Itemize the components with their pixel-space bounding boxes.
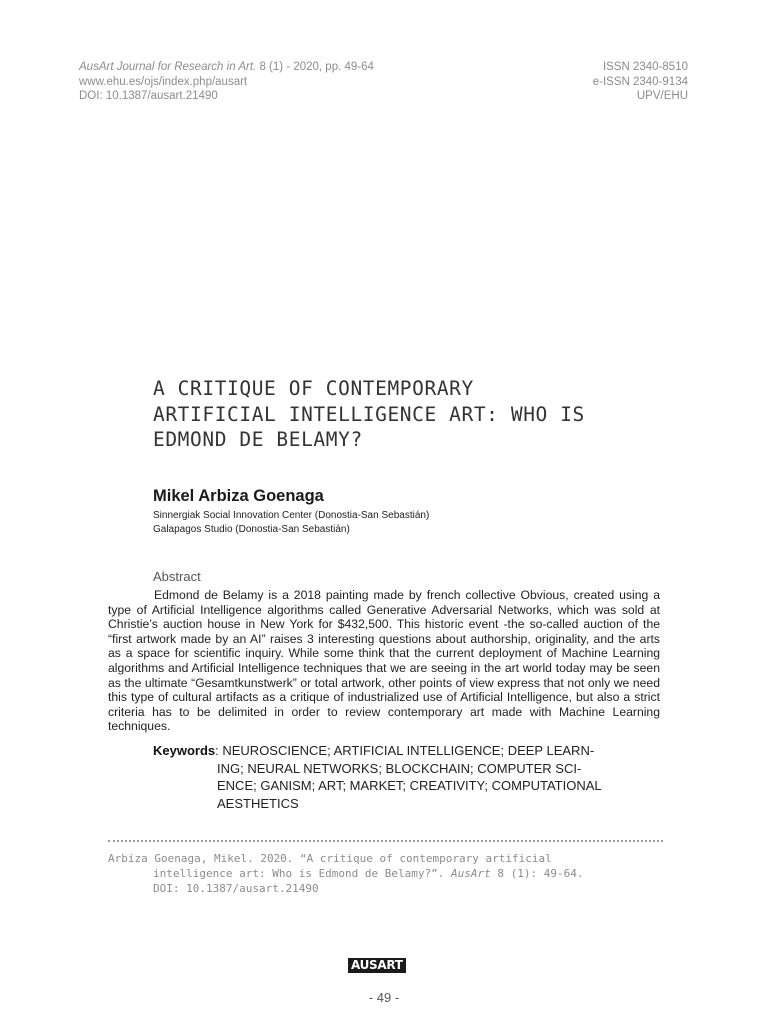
keywords-text-4: AESTHETICS: [217, 795, 299, 811]
keywords-text-2: ING; NEURAL NETWORKS; BLOCKCHAIN; COMPUTER SCI-: [217, 760, 582, 776]
title-line-1: A CRITIQUE OF CONTEMPORARY: [153, 377, 474, 400]
abstract-text: Edmond de Belamy is a 2018 painting made by french collective Obvious, created using a type of Artificial Intelligence algorithms called Generative Adversarial Networks, which was sold at Christie’s auction house in New York for $432,500. This historic event -the so-called auction of the “first artwork made by an AI” raises 3 interesting questions about authorship, originality, and the arts as a space for scientific inquiry. While some think that the current deployment of Machine Learning algorithms and Artificial Intelligence techniques that we are seeing in the art world today may be seen as the ultimate “Gesamtkunstwerk” or total artwork, other points of view express that not only we need this type of cultural artifacts as a critique of industrialized use of Artificial Intelligence, but also a strict criteria has to be delimited in order to review contemporary art made with Machine Learning techniques.: [108, 588, 660, 734]
ausart-logo: AUSART: [348, 958, 406, 973]
author-name: Mikel Arbiza Goenaga: [153, 487, 324, 505]
keywords-text-1: : NEUROSCIENCE; ARTIFICIAL INTELLIGENCE; DEEP LEARN-: [215, 743, 595, 758]
citation-doi[interactable]: DOI: 10.1387/ausart.21490: [153, 882, 319, 895]
keywords-line-1: [153, 742, 661, 760]
journal-issue: 8 (1) - 2020, pp. 49-64: [256, 61, 374, 73]
author-affiliation-1: Sinnergiak Social Innovation Center (Donostia-San Sebastián): [153, 510, 430, 521]
page-number: - 49 -: [368, 990, 400, 1005]
citation-issue: 8 (1): 49-64.: [490, 867, 584, 880]
journal-doi: DOI: 10.1387/ausart.21490: [79, 90, 218, 102]
author-affiliation-2: Galapagos Studio (Donostia-San Sebastián): [153, 524, 350, 535]
issn-block: [593, 60, 688, 104]
journal-citation-line: [79, 60, 374, 75]
citation-divider: [108, 840, 663, 846]
issn: ISSN 2340-8510: [602, 61, 688, 73]
abstract-heading: Abstract: [153, 569, 201, 584]
citation-block: [108, 851, 668, 896]
publisher: UPV/EHU: [636, 90, 688, 102]
keywords-label: Keywords: [153, 743, 216, 758]
citation-line-1: Arbiza Goenaga, Mikel. 2020. “A critique of contemporary artificial: [108, 852, 552, 865]
citation-title-end: intelligence art: Who is Edmond de Belamy?”.: [153, 867, 452, 880]
journal-name: AusArt Journal for Research in Art.: [79, 61, 257, 73]
article-title: [153, 376, 673, 453]
journal-header: [79, 60, 374, 104]
journal-url[interactable]: www.ehu.es/ojs/index.php/ausart: [79, 75, 248, 88]
title-line-3: EDMOND DE BELAMY?: [153, 428, 363, 451]
title-line-2: ARTIFICIAL INTELLIGENCE ART: WHO IS: [153, 402, 585, 426]
citation-line-2: [108, 866, 668, 881]
keywords-block: [153, 742, 661, 812]
eissn: e-ISSN 2340-9134: [592, 75, 688, 88]
keywords-text-3: ENCE; GANISM; ART; MARKET; CREATIVITY; COMPUTATIONAL: [217, 778, 602, 794]
citation-journal: AusArt: [451, 867, 491, 880]
